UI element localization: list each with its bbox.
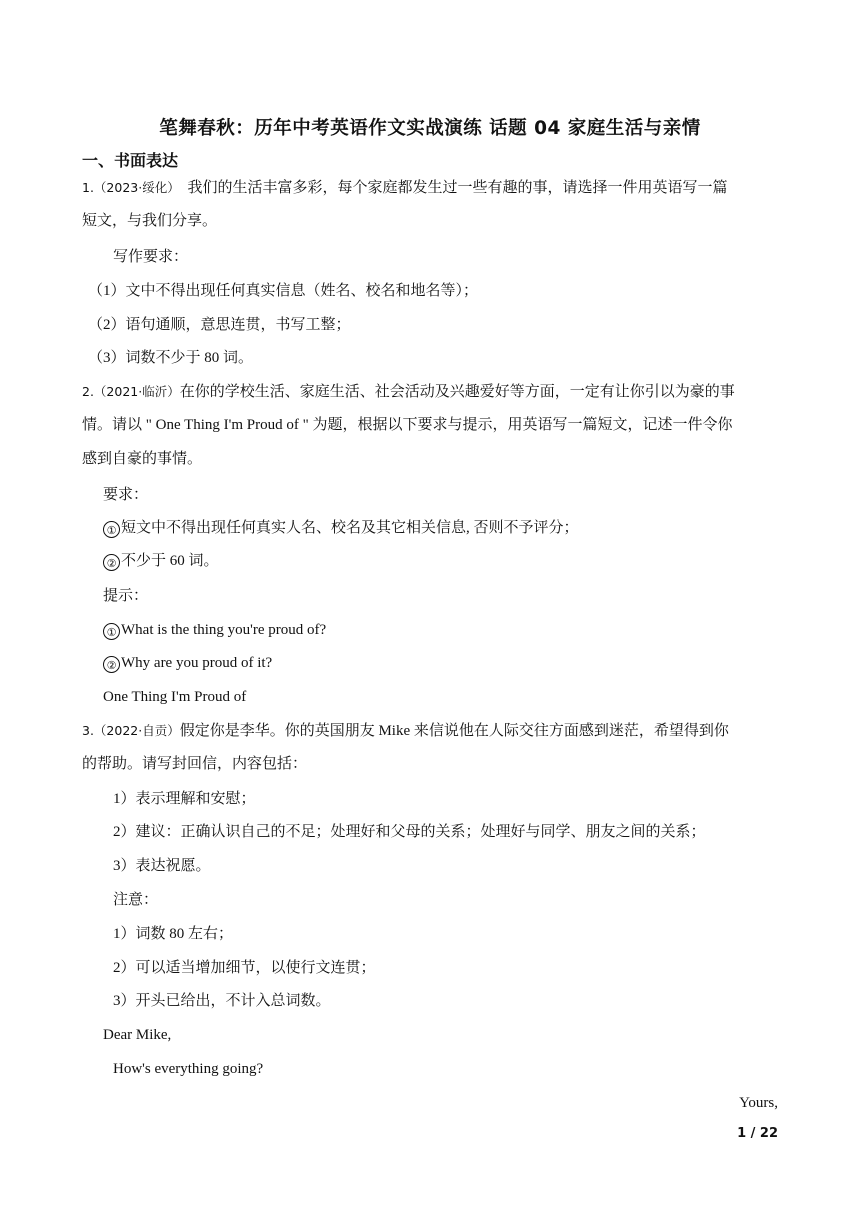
q2-requirement-2	[103, 550, 219, 572]
q2-hint-1	[103, 619, 326, 641]
q3-note-2: 2）可以适当增加细节，以使行文连贯；	[113, 960, 376, 976]
q2-number: 2	[82, 384, 90, 399]
q3-item-1: 1）表示理解和安慰；	[113, 791, 256, 807]
q2-source: .（2021·临沂）	[89, 384, 180, 399]
q1-text-line1: 我们的生活丰富多彩，每个家庭都发生过一些有趣的事，请选择一件用英语写一篇	[187, 180, 728, 196]
q1-requirement-2: （2）语句通顺，意思连贯，书写工整；	[88, 317, 351, 333]
q3-line1	[82, 720, 729, 742]
q2-hint-2	[103, 652, 272, 674]
circled-one-icon: ①	[103, 521, 120, 538]
circled-one-icon: ①	[103, 623, 120, 640]
q3-note-3: 3）开头已给出，不计入总词数。	[113, 993, 331, 1009]
q3-note-title: 注意：	[113, 892, 159, 908]
q2-requirements-title: 要求：	[103, 487, 149, 503]
q2-line1	[82, 381, 735, 403]
q2-essay-title: One Thing I'm Proud of	[103, 689, 247, 705]
q3-number: 3	[82, 723, 90, 738]
section-heading: 一、书面表达	[82, 151, 179, 170]
q2-requirement-2-text: 不少于 60 词。	[121, 553, 219, 569]
q2-hint-1-text: What is the thing you're proud of?	[121, 622, 327, 638]
circled-two-icon: ②	[103, 554, 120, 571]
page-title: 笔舞春秋：历年中考英语作文实战演练 话题 04 家庭生活与亲情	[159, 118, 701, 139]
q3-text-line2: 的帮助。请写封回信，内容包括：	[82, 756, 308, 772]
q2-hint-2-text: Why are you proud of it?	[121, 655, 273, 671]
q3-text-line1: 假定你是李华。你的英国朋友 Mike 来信说他在人际交往方面感到迷茫，希望得到你	[179, 723, 729, 739]
q2-text-line3: 感到自豪的事情。	[82, 451, 203, 467]
q2-requirement-1-text: 短文中不得出现任何真实人名、校名及其它相关信息, 否则不予评分；	[121, 520, 579, 536]
q1-line1	[82, 177, 727, 199]
circled-two-icon: ②	[103, 656, 120, 673]
q1-text-line2: 短文，与我们分享。	[82, 213, 218, 229]
page-number: 1 / 22	[737, 1126, 778, 1141]
q1-requirement-3: （3）词数不少于 80 词。	[88, 350, 254, 366]
q2-text-line1: 在你的学校生活、家庭生活、社会活动及兴趣爱好等方面，一定有让你引以为豪的事	[179, 384, 735, 400]
q3-item-2: 2）建议：正确认识自己的不足；处理好和父母的关系；处理好与同学、朋友之间的关系；	[113, 824, 706, 840]
q1-requirement-1: （1）文中不得出现任何真实信息（姓名、校名和地名等）；	[88, 283, 479, 299]
q2-text-line2: 情。请以 " One Thing I'm Proud of " 为题，根据以下要求与提示，用英语写一篇短文，记述一件令你	[82, 417, 733, 433]
letter-closing: Yours,	[739, 1095, 778, 1111]
q2-hint-title: 提示：	[103, 588, 149, 604]
q1-requirements-title: 写作要求：	[113, 249, 189, 265]
letter-opening: How's everything going?	[113, 1061, 264, 1077]
q3-note-1: 1）词数 80 左右；	[113, 926, 234, 942]
q3-source: .（2022·自贡）	[89, 723, 180, 738]
q3-item-3: 3）表达祝愿。	[113, 858, 211, 874]
q2-requirement-1	[103, 517, 579, 539]
q1-source: .（2023·绥化）	[89, 180, 180, 195]
q1-number: 1	[82, 180, 90, 195]
letter-greeting: Dear Mike,	[103, 1027, 172, 1043]
